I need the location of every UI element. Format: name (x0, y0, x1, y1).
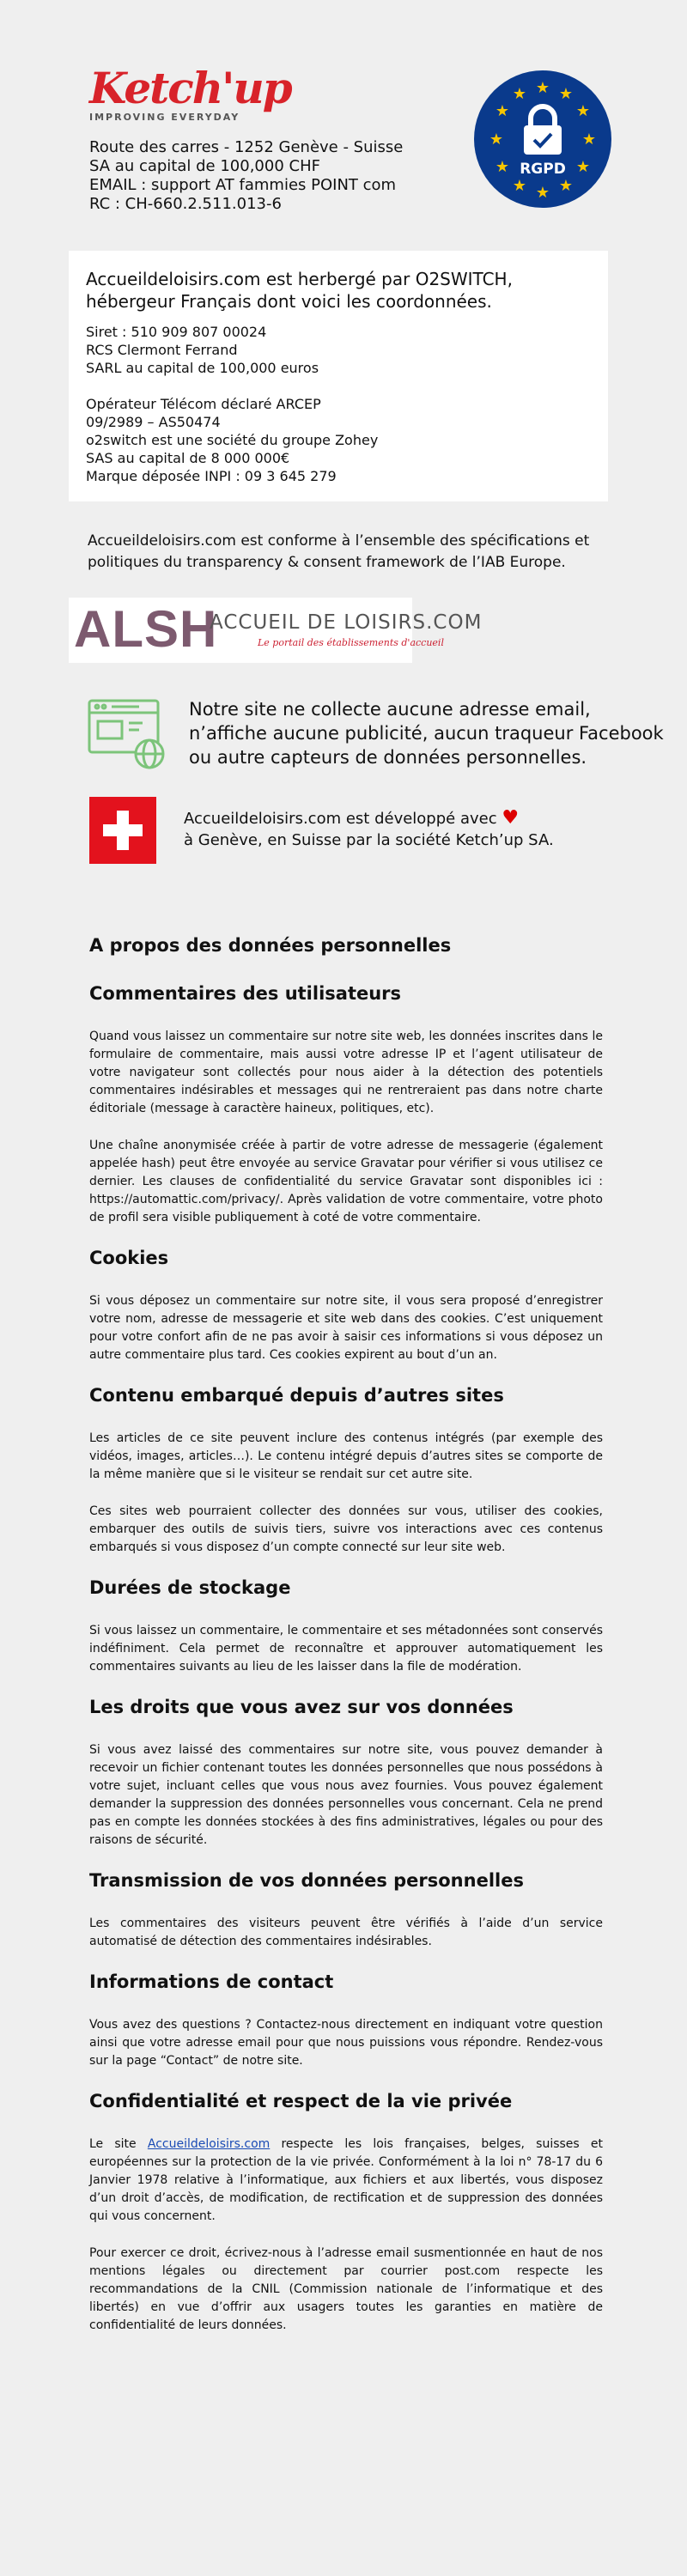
text-span: respecte les lois françaises, belges, suisses et européennes sur la protection de la vie privée. Conformément à la loi n° 78-17 du 6 Janvier 1978 relative à l’informatique, aux fichiers et aux libertés, vous disposez d’un droit d’accès, de modification, de rectification et de suppression des données qui vous concernent. (89, 2137, 603, 2223)
svg-text:★: ★ (495, 158, 510, 176)
paragraph: Vous avez des questions ? Contactez-nous directement en indiquant votre question ainsi que votre adresse email pour que nous puissions vous répondre. Rendez-vous sur la page “Contact” de notre site. (89, 2018, 603, 2068)
paragraph: Une chaîne anonymisée créée à partir de votre adresse de messagerie (également appelée hash) peut être envoyée au service Gravatar pour vérifier si vous utilisez ce dernier. Les clauses de confidentialité du service Gravatar sont disponibles ici : https://automattic.com/privacy/. Après validation de votre commentaire, votre photo de profil sera visible publiquement à coté de votre commentaire. (89, 1139, 603, 1224)
logo-text: Ketch'up (89, 63, 291, 113)
developer-line-1: Accueildeloisirs.com est développé avec (184, 810, 497, 828)
paragraph: Si vous déposez un commentaire sur notre site, il vous sera proposé d’enregistrer votre nom, adresse de messagerie et site web dans des cookies. C’est uniquement pour votre confort afin de ne pas avoir à saisir ces informations si vous déposez un autre commentaire plus tard. Ces cookies expirent au bout d’un an. (89, 1294, 603, 1362)
svg-text:★: ★ (512, 177, 527, 195)
paragraph: Les articles de ce site peuvent inclure des contenus intégrés (par exemple des vidéos, images, articles…). Le contenu intégré depuis d’autres sites se comporte de la même manière que si le visiteur se rendait sur cet autre site. (89, 1431, 603, 1481)
no-tracking-line: Notre site ne collecte aucune adresse email, (189, 699, 591, 720)
paragraph (89, 2136, 603, 2226)
developer-credit (184, 807, 613, 851)
site-link[interactable]: Accueildeloisirs.com (147, 2137, 271, 2151)
heart-icon: ♥ (502, 807, 520, 829)
web-globe-icon (88, 697, 168, 769)
company-line: RC : CH-660.2.511.013-6 (89, 195, 282, 213)
hosting-line: SARL au capital de 100,000 euros (86, 360, 319, 376)
paragraph: Si vous avez laissé des commentaires sur notre site, vous pouvez demander à recevoir un fichier contenant toutes les données personnelles que nous possédons à votre sujet, incluant celles que vous nous avez fournies. Vous pouvez également demander la suppression des données personnelles vous concernant. Cela ne prend pas en compte les données stockées à des fins administratives, légales ou pour des raisons de sécurité. (89, 1743, 603, 1847)
paragraph: Quand vous laissez un commentaire sur notre site web, les données inscrites dans le formulaire de commentaire, mais aussi votre adresse IP et l’agent utilisateur de votre navigateur sont collectés pour nous aider à la détection des potentiels commentaires indésirables et messages qui ne rentreraient pas dans notre charte éditoriale (message à caractère haineux, politiques, etc). (89, 1030, 603, 1115)
section-title: Transmission de vos données personnelles (89, 1870, 524, 1891)
svg-text:★: ★ (535, 79, 550, 97)
section-title: Informations de contact (89, 1971, 334, 1992)
section-title: Durées de stockage (89, 1577, 291, 1598)
svg-text:★: ★ (489, 131, 504, 149)
section-title: Contenu embarqué depuis d’autres sites (89, 1385, 504, 1406)
privacy-article (89, 933, 603, 2354)
company-line: SA au capital de 100,000 CHF (89, 157, 320, 175)
svg-text:★: ★ (495, 102, 510, 120)
ketchup-logo (89, 63, 291, 123)
hosting-line: Opérateur Télécom déclaré ARCEP (86, 396, 321, 412)
company-line: Route des carres - 1252 Genève - Suisse (89, 138, 404, 156)
rgpd-badge-icon (474, 70, 611, 208)
company-line: EMAIL : support AT fammies POINT com (89, 176, 397, 194)
hosting-title: Accueildeloisirs.com est herbergé par O2SWITCH, hébergeur Français dont voici les coordonnées. (86, 269, 513, 312)
paragraph: Les commentaires des visiteurs peuvent être vérifiés à l’aide d’un service automatisé de détection des commentaires indésirables. (89, 1917, 603, 1948)
no-tracking-line: ou autre capteurs de données personnelles. (189, 747, 587, 768)
svg-text:★: ★ (575, 158, 591, 176)
hosting-line: Marque déposée INPI : 09 3 645 279 (86, 468, 337, 484)
section-title: Commentaires des utilisateurs (89, 983, 402, 1004)
svg-text:★: ★ (512, 85, 527, 103)
section-title: Cookies (89, 1248, 169, 1268)
svg-text:★: ★ (581, 131, 597, 149)
no-tracking-line: n’affiche aucune publicité, aucun traqueur Facebook (189, 723, 664, 744)
no-tracking-notice (189, 697, 664, 769)
rgpd-label: RGPD (520, 161, 566, 178)
paragraph: Ces sites web pourraient collecter des données sur vous, utiliser des cookies, embarquer des outils de suivis tiers, suivre vos interactions avec ces contenus embarqués si vous disposez d’un compte connecté sur leur site web. (89, 1504, 603, 1554)
paragraph: Si vous laissez un commentaire, le commentaire et ses métadonnées sont conservés indéfiniment. Cela permet de reconnaître et approuver automatiquement les commentaires suivants au lieu de les laisser dans la file de modération. (89, 1624, 603, 1674)
logo-tagline: IMPROVING EVERYDAY (89, 112, 240, 123)
svg-text:★: ★ (558, 177, 574, 195)
iab-compliance-text: Accueildeloisirs.com est conforme à l’ensemble des spécifications et politiques du transparency & consent framework de l’IAB Europe. (88, 532, 590, 571)
developer-line-2: à Genève, en Suisse par la société Ketch’up SA. (184, 831, 554, 849)
hosting-line: o2switch est une société du groupe Zohey (86, 432, 379, 448)
hosting-line: 09/2989 – AS50474 (86, 414, 221, 430)
hosting-line: RCS Clermont Ferrand (86, 342, 238, 358)
svg-text:★: ★ (575, 102, 591, 120)
hosting-line: SAS au capital de 8 000 000€ (86, 450, 290, 466)
swiss-flag-icon (89, 797, 156, 864)
hosting-details (86, 323, 593, 485)
svg-text:★: ★ (535, 184, 550, 202)
text-span: Le site (89, 2137, 137, 2151)
hosting-line: Siret : 510 909 807 00024 (86, 324, 267, 340)
svg-text:★: ★ (558, 85, 574, 103)
alsh-logo-subtitle: ACCUEIL DE LOISIRS.COM (210, 611, 483, 634)
alsh-logo-word: ALSH (74, 600, 218, 658)
article-title: A propos des données personnelles (89, 935, 452, 956)
alsh-logo-tagline: Le portail des établissements d'accueil (258, 637, 444, 648)
company-info (89, 138, 450, 214)
section-title: Confidentialité et respect de la vie privée (89, 2091, 513, 2111)
section-title: Les droits que vous avez sur vos données (89, 1697, 514, 1717)
paragraph: Pour exercer ce droit, écrivez-nous à l’adresse email susmentionnée en haut de nos mentions légales ou directement par courrier post.com respecte les recommandations de la CNIL (Commission nationale de l’informatique et des libertés) en vue d’offrir aux usagers toutes les garanties en matière de confidentialité de leurs données. (89, 2246, 603, 2332)
